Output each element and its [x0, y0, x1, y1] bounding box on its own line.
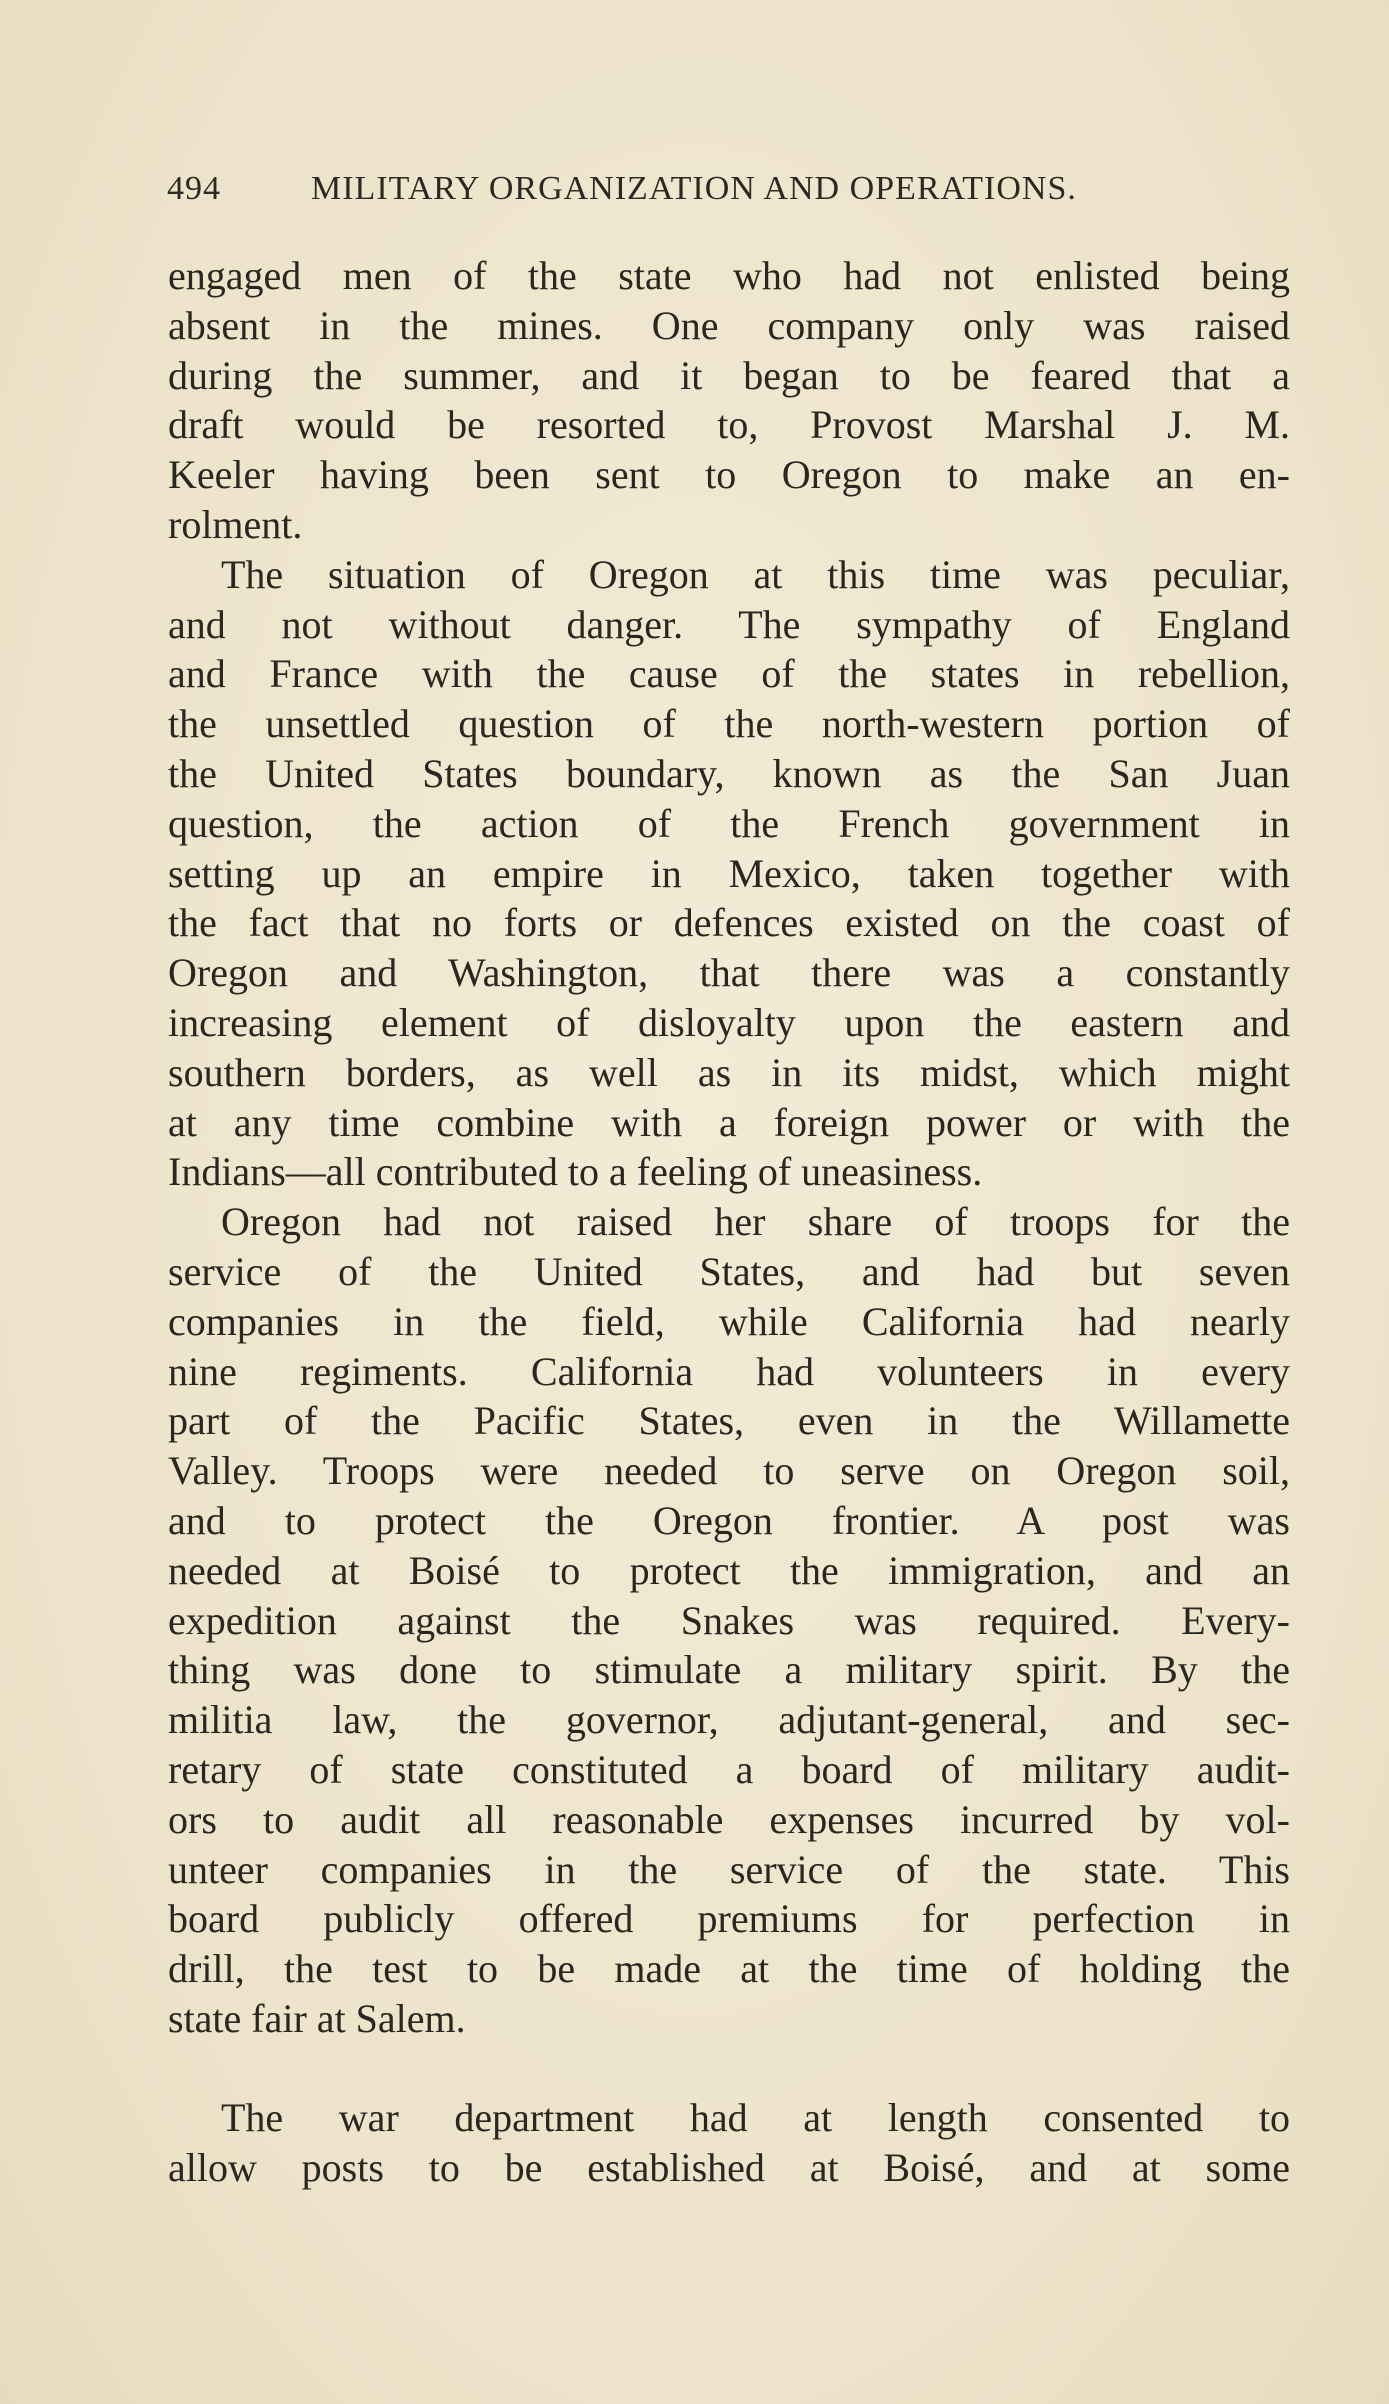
text-line: militia law, the governor, adjutant-general, and sec-	[168, 1697, 1290, 1743]
running-head: MILITARY ORGANIZATION AND OPERATIONS.	[311, 170, 1077, 207]
text-line: Indians—all contributed to a feeling of uneasiness.	[168, 1149, 983, 1195]
text-line: engaged men of the state who had not enlisted being	[168, 253, 1290, 298]
text-line: drill, the test to be made at the time of holding the	[168, 1946, 1290, 1992]
text-line: Oregon had not raised her share of troops for the	[221, 1199, 1290, 1245]
text-line: the United States boundary, known as the San Juan	[168, 750, 1290, 796]
text-line: at any time combine with a foreign power or with the	[168, 1099, 1290, 1145]
text-line: ors to audit all reasonable expenses incurred by vol-	[168, 1796, 1290, 1842]
text-line: companies in the field, while California had nearly	[168, 1298, 1290, 1344]
page-header	[167, 170, 1287, 214]
text-line: allow posts to be established at Boisé, and at some	[168, 2145, 1290, 2191]
text-line: the fact that no forts or defences existed on the coast of	[168, 900, 1290, 946]
text-line: setting up an empire in Mexico, taken together with	[168, 850, 1290, 896]
text-line: during the summer, and it began to be feared that a	[168, 352, 1290, 398]
text-line: and not without danger. The sympathy of England	[168, 601, 1290, 647]
text-line: Keeler having been sent to Oregon to make an en-	[168, 452, 1290, 498]
text-line: the unsettled question of the north-western portion of	[168, 701, 1290, 747]
text-line: The situation of Oregon at this time was peculiar,	[221, 551, 1290, 597]
text-line: question, the action of the French government in	[168, 800, 1290, 846]
paragraph	[168, 1197, 1290, 2044]
text-line: and France with the cause of the states in rebellion,	[168, 651, 1290, 697]
text-line: board publicly offered premiums for perfection in	[168, 1896, 1290, 1942]
text-line: southern borders, as well as in its midst, which might	[168, 1049, 1290, 1095]
text-line: service of the United States, and had but seven	[168, 1248, 1290, 1294]
text-line: thing was done to stimulate a military spirit. By the	[168, 1647, 1290, 1693]
paragraph	[168, 2093, 1290, 2193]
text-line: expedition against the Snakes was required. Every-	[168, 1597, 1290, 1643]
text-line: rolment.	[168, 501, 303, 547]
text-line: needed at Boisé to protect the immigration, and an	[168, 1547, 1290, 1593]
paragraph	[168, 251, 1290, 550]
text-line: retary of state constituted a board of military audit-	[168, 1746, 1290, 1792]
text-line: draft would be resorted to, Provost Marshal J. M.	[168, 402, 1290, 448]
text-line: increasing element of disloyalty upon the eastern and	[168, 999, 1290, 1045]
text-line: nine regiments. California had volunteers in every	[168, 1348, 1290, 1394]
text-line: state fair at Salem.	[168, 1995, 466, 2041]
body-text	[168, 251, 1290, 2193]
paragraph	[168, 550, 1290, 1197]
text-line: absent in the mines. One company only was raised	[168, 302, 1290, 348]
text-line: The war department had at length consented to	[221, 2095, 1290, 2141]
page-number: 494	[167, 170, 221, 207]
paragraph-gap	[168, 2044, 1290, 2094]
text-line: part of the Pacific States, even in the Willamette	[168, 1398, 1290, 1444]
text-line: Oregon and Washington, that there was a constantly	[168, 950, 1290, 996]
text-line: unteer companies in the service of the state. This	[168, 1846, 1290, 1892]
text-line: Valley. Troops were needed to serve on Oregon soil,	[168, 1448, 1290, 1494]
text-line: and to protect the Oregon frontier. A post was	[168, 1497, 1290, 1543]
